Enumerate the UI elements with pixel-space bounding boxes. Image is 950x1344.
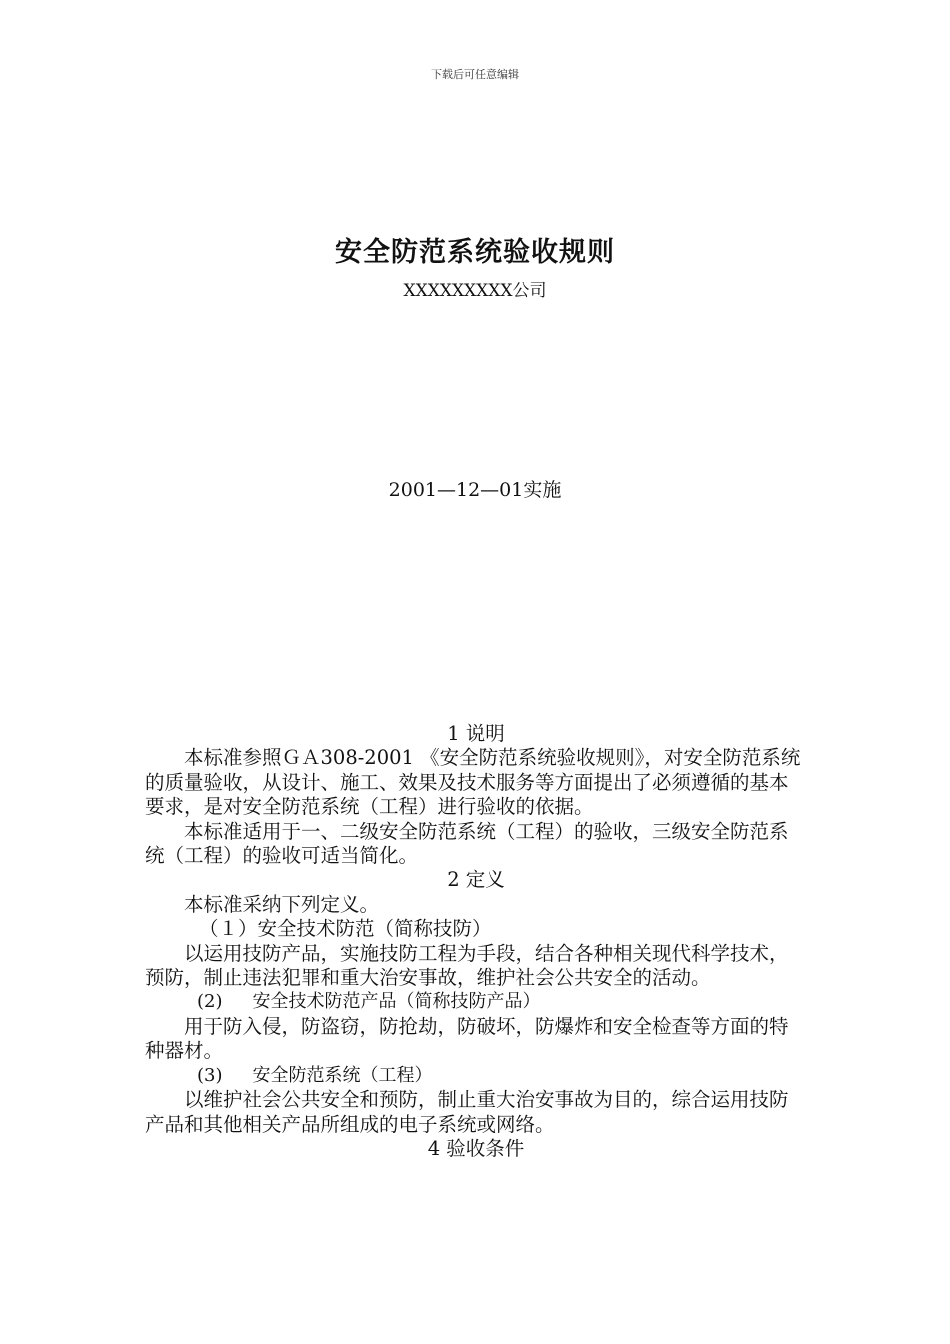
section-heading-definitions: 2 定义 [447,868,505,892]
paragraph: 以运用技防产品，实施技防工程为手段，结合各种相关现代科学技术，预防，制止违法犯罪和重大治安事故，维护社会公共安全的活动。 [145,941,789,990]
definition-number: (3) [197,1064,223,1086]
definition-number: (2) [197,991,223,1013]
definition-title: 安全技术防范（简称技防） [257,917,492,941]
section-heading-explanation: 1 说明 [447,722,505,745]
effective-date: 2001—12—01实施 [388,479,562,501]
definition-term [145,1064,807,1088]
definition-term [145,990,807,1014]
header-note: 下载后可任意编辑 [431,68,519,81]
paragraph: 本标准参照ＧＡ308-2001 《安全防范系统验收规则》，对安全防范系统的质量验收，从设计、施工、效果及技术服务等方面提出了必须遵循的基本要求，是对安全防范系统（工程）进行验收的依据。 [145,746,801,819]
paragraph: 用于防入侵，防盗窃，防抢劫，防破坏，防爆炸和安全检查等方面的特种器材。 [145,1014,789,1063]
definition-term [145,917,807,941]
paragraph: 本标准采纳下列定义。 [184,892,380,916]
definition-title: 安全技术防范产品（简称技防产品） [252,991,541,1013]
company-name: XXXXXXXXX公司 [403,281,547,301]
definition-number: （１） [199,917,258,941]
definition-title: 安全防范系统（工程） [252,1064,433,1086]
document-title: 安全防范系统验收规则 [335,237,615,268]
paragraph: 本标准适用于一、二级安全防范系统（工程）的验收，三级安全防范系统（工程）的验收可适当简化。 [145,819,789,868]
document-body [145,722,807,1161]
section-heading-acceptance-conditions: 4 验收条件 [427,1136,525,1160]
paragraph: 以维护社会公共安全和预防，制止重大治安事故为目的，综合运用技防产品和其他相关产品所组成的电子系统或网络。 [145,1088,789,1136]
